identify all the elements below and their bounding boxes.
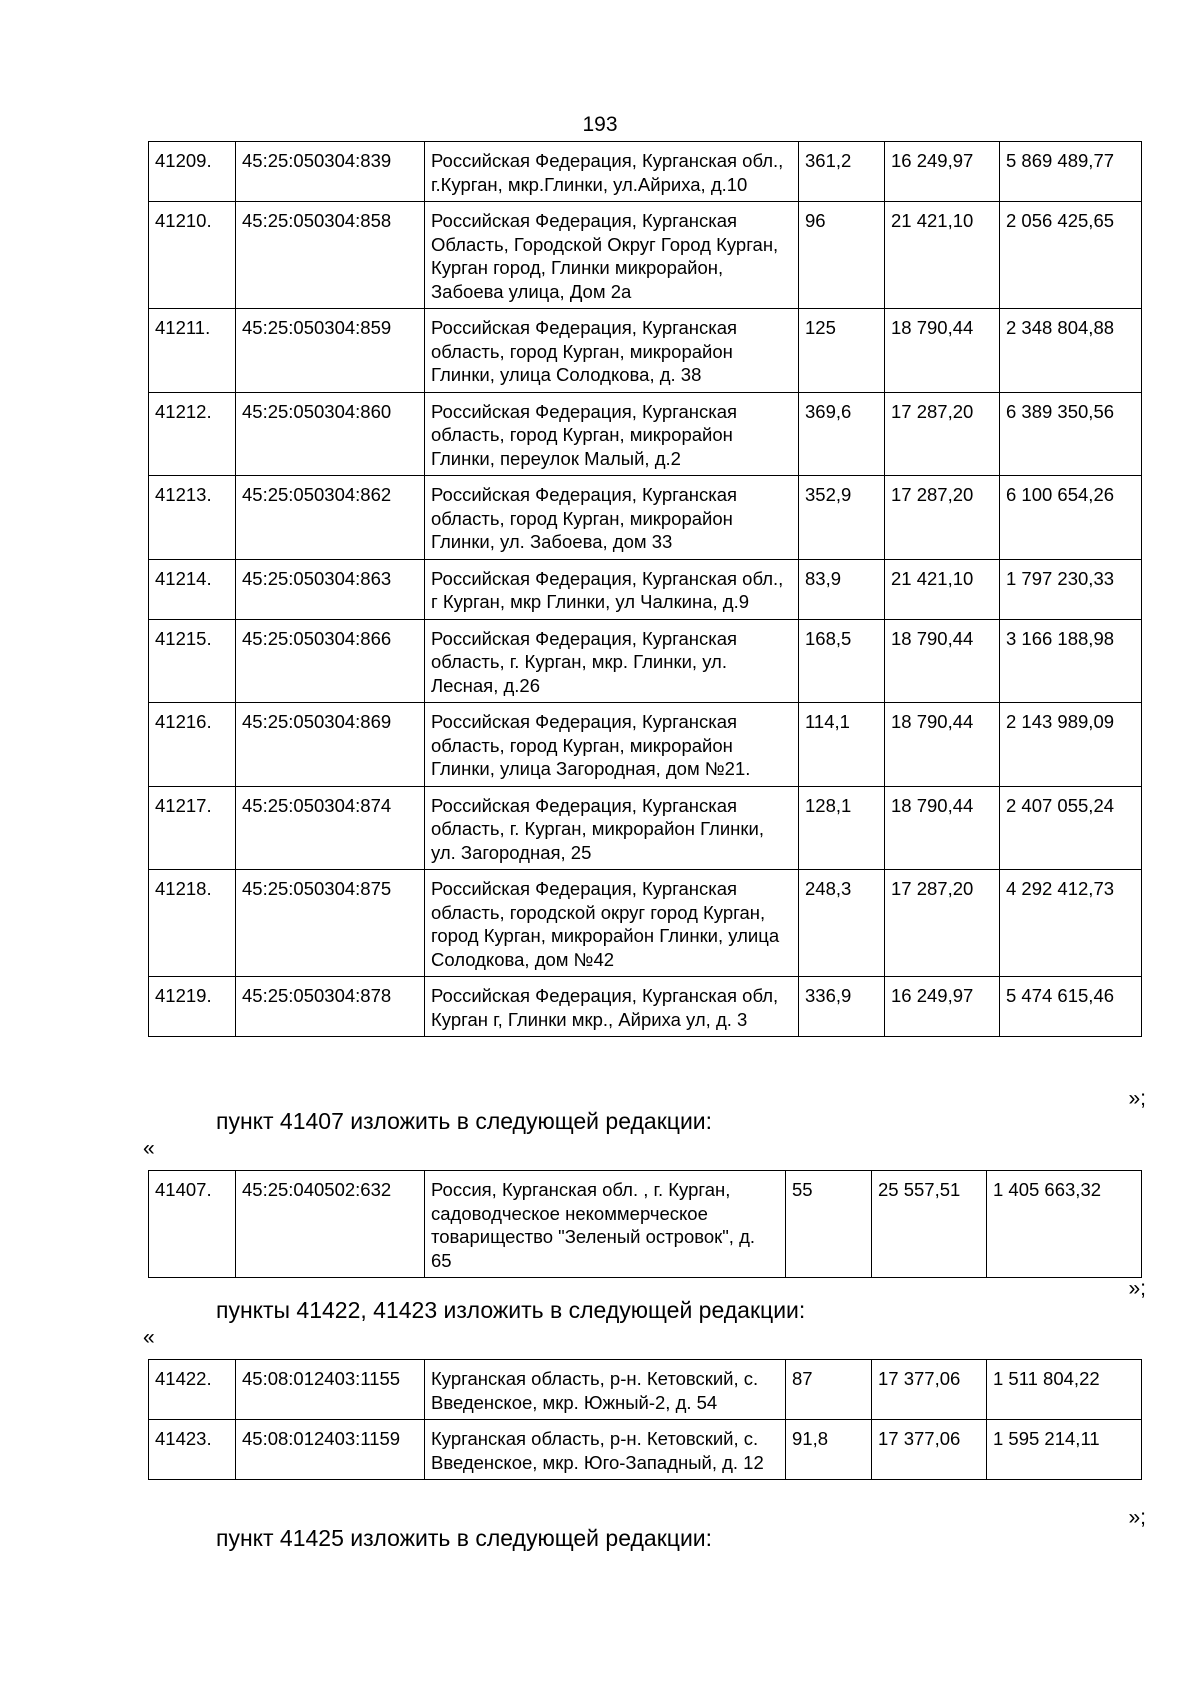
area-cell: 361,2 bbox=[799, 142, 885, 202]
unit-cost-cell: 18 790,44 bbox=[885, 619, 1000, 703]
table-row bbox=[149, 202, 1142, 309]
unit-cost-cell: 21 421,10 bbox=[885, 202, 1000, 309]
table-row bbox=[149, 476, 1142, 560]
opening-quote-2: « bbox=[143, 1326, 155, 1349]
unit-cost-cell: 17 287,20 bbox=[885, 392, 1000, 476]
cadastral-number-cell: 45:25:050304:866 bbox=[236, 619, 425, 703]
cadastral-number-cell: 45:25:050304:875 bbox=[236, 870, 425, 977]
table-row bbox=[149, 309, 1142, 393]
table-row bbox=[149, 559, 1142, 619]
cadastral-number-cell: 45:25:050304:863 bbox=[236, 559, 425, 619]
area-cell: 55 bbox=[786, 1171, 872, 1278]
cadastral-value-cell: 1 595 214,11 bbox=[987, 1420, 1142, 1480]
table-row bbox=[149, 142, 1142, 202]
unit-cost-cell: 17 377,06 bbox=[872, 1420, 987, 1480]
item-number-cell: 41215. bbox=[149, 619, 236, 703]
unit-cost-cell: 25 557,51 bbox=[872, 1171, 987, 1278]
address-cell: Российская Федерация, Курганская Область, Городской Округ Город Курган, Курган город, Глинки микрорайон, Забоева улица, Дом 2а bbox=[425, 202, 799, 309]
cadastral-value-cell: 2 056 425,65 bbox=[1000, 202, 1142, 309]
item-number-cell: 41423. bbox=[149, 1420, 236, 1480]
item-number-cell: 41210. bbox=[149, 202, 236, 309]
cadastral-number-cell: 45:25:050304:839 bbox=[236, 142, 425, 202]
paragraph-item-41425: пункт 41425 изложить в следующей редакции: bbox=[216, 1525, 713, 1551]
area-cell: 83,9 bbox=[799, 559, 885, 619]
unit-cost-cell: 17 377,06 bbox=[872, 1360, 987, 1420]
cadastral-value-cell: 2 143 989,09 bbox=[1000, 703, 1142, 787]
area-cell: 96 bbox=[799, 202, 885, 309]
table-row bbox=[149, 1420, 1142, 1480]
unit-cost-cell: 18 790,44 bbox=[885, 309, 1000, 393]
unit-cost-cell: 18 790,44 bbox=[885, 703, 1000, 787]
cadastral-number-cell: 45:25:050304:862 bbox=[236, 476, 425, 560]
area-cell: 248,3 bbox=[799, 870, 885, 977]
table-row bbox=[149, 870, 1142, 977]
table-row bbox=[149, 703, 1142, 787]
area-cell: 369,6 bbox=[799, 392, 885, 476]
address-cell: Российская Федерация, Курганская область, город Курган, микрорайон Глинки, улица Загородная, дом №21. bbox=[425, 703, 799, 787]
table-row bbox=[149, 392, 1142, 476]
cadastral-number-cell: 45:25:050304:859 bbox=[236, 309, 425, 393]
closing-quote-1: »; bbox=[1128, 1087, 1146, 1110]
closing-quote-2: »; bbox=[1128, 1277, 1146, 1300]
property-table-2 bbox=[148, 1170, 1142, 1278]
property-table-3 bbox=[148, 1359, 1142, 1480]
cadastral-value-cell: 2 407 055,24 bbox=[1000, 786, 1142, 870]
table-row bbox=[149, 619, 1142, 703]
unit-cost-cell: 17 287,20 bbox=[885, 870, 1000, 977]
page-number: 193 bbox=[582, 113, 618, 136]
cadastral-value-cell: 5 869 489,77 bbox=[1000, 142, 1142, 202]
address-cell: Российская Федерация, Курганская область, город Курган, микрорайон Глинки, ул. Забоева, дом 33 bbox=[425, 476, 799, 560]
cadastral-number-cell: 45:25:050304:878 bbox=[236, 977, 425, 1037]
item-number-cell: 41213. bbox=[149, 476, 236, 560]
cadastral-number-cell: 45:25:050304:860 bbox=[236, 392, 425, 476]
address-cell: Россия, Курганская обл. , г. Курган, садоводческое некоммерческое товарищество "Зеленый островок", д. 65 bbox=[425, 1171, 786, 1278]
address-cell: Российская Федерация, Курганская область, г. Курган, мкр. Глинки, ул. Лесная, д.26 bbox=[425, 619, 799, 703]
cadastral-number-cell: 45:25:050304:874 bbox=[236, 786, 425, 870]
item-number-cell: 41219. bbox=[149, 977, 236, 1037]
cadastral-value-cell: 3 166 188,98 bbox=[1000, 619, 1142, 703]
unit-cost-cell: 18 790,44 bbox=[885, 786, 1000, 870]
address-cell: Российская Федерация, Курганская область, городской округ город Курган, город Курган, микрорайон Глинки, улица Солодкова, дом №42 bbox=[425, 870, 799, 977]
area-cell: 352,9 bbox=[799, 476, 885, 560]
cadastral-value-cell: 1 797 230,33 bbox=[1000, 559, 1142, 619]
area-cell: 128,1 bbox=[799, 786, 885, 870]
cadastral-value-cell: 1 405 663,32 bbox=[987, 1171, 1142, 1278]
area-cell: 336,9 bbox=[799, 977, 885, 1037]
cadastral-value-cell: 4 292 412,73 bbox=[1000, 870, 1142, 977]
item-number-cell: 41211. bbox=[149, 309, 236, 393]
item-number-cell: 41422. bbox=[149, 1360, 236, 1420]
item-number-cell: 41218. bbox=[149, 870, 236, 977]
cadastral-value-cell: 2 348 804,88 bbox=[1000, 309, 1142, 393]
item-number-cell: 41209. bbox=[149, 142, 236, 202]
cadastral-number-cell: 45:08:012403:1155 bbox=[236, 1360, 425, 1420]
address-cell: Курганская область, р-н. Кетовский, с. Введенское, мкр. Южный-2, д. 54 bbox=[425, 1360, 786, 1420]
address-cell: Российская Федерация, Курганская область, город Курган, микрорайон Глинки, переулок Малый, д.2 bbox=[425, 392, 799, 476]
address-cell: Российская Федерация, Курганская обл., г Курган, мкр Глинки, ул Чалкина, д.9 bbox=[425, 559, 799, 619]
area-cell: 168,5 bbox=[799, 619, 885, 703]
area-cell: 91,8 bbox=[786, 1420, 872, 1480]
cadastral-number-cell: 45:25:050304:858 bbox=[236, 202, 425, 309]
area-cell: 87 bbox=[786, 1360, 872, 1420]
opening-quote-1: « bbox=[143, 1137, 155, 1160]
address-cell: Российская Федерация, Курганская обл., г.Курган, мкр.Глинки, ул.Айриха, д.10 bbox=[425, 142, 799, 202]
unit-cost-cell: 17 287,20 bbox=[885, 476, 1000, 560]
address-cell: Российская Федерация, Курганская область, г. Курган, микрорайон Глинки, ул. Загородная, 25 bbox=[425, 786, 799, 870]
table-row bbox=[149, 786, 1142, 870]
cadastral-value-cell: 6 100 654,26 bbox=[1000, 476, 1142, 560]
item-number-cell: 41217. bbox=[149, 786, 236, 870]
address-cell: Российская Федерация, Курганская область, город Курган, микрорайон Глинки, улица Солодкова, д. 38 bbox=[425, 309, 799, 393]
property-table-1 bbox=[148, 141, 1142, 1037]
item-number-cell: 41407. bbox=[149, 1171, 236, 1278]
unit-cost-cell: 21 421,10 bbox=[885, 559, 1000, 619]
closing-quote-3: »; bbox=[1128, 1506, 1146, 1529]
cadastral-value-cell: 5 474 615,46 bbox=[1000, 977, 1142, 1037]
table-row bbox=[149, 1171, 1142, 1278]
cadastral-number-cell: 45:25:050304:869 bbox=[236, 703, 425, 787]
cadastral-value-cell: 1 511 804,22 bbox=[987, 1360, 1142, 1420]
paragraph-items-41422-41423: пункты 41422, 41423 изложить в следующей редакции: bbox=[216, 1297, 806, 1323]
item-number-cell: 41216. bbox=[149, 703, 236, 787]
unit-cost-cell: 16 249,97 bbox=[885, 142, 1000, 202]
item-number-cell: 41212. bbox=[149, 392, 236, 476]
item-number-cell: 41214. bbox=[149, 559, 236, 619]
table-row bbox=[149, 1360, 1142, 1420]
cadastral-number-cell: 45:25:040502:632 bbox=[236, 1171, 425, 1278]
area-cell: 125 bbox=[799, 309, 885, 393]
address-cell: Курганская область, р-н. Кетовский, с. Введенское, мкр. Юго-Западный, д. 12 bbox=[425, 1420, 786, 1480]
address-cell: Российская Федерация, Курганская обл, Курган г, Глинки мкр., Айриха ул, д. 3 bbox=[425, 977, 799, 1037]
paragraph-item-41407: пункт 41407 изложить в следующей редакции: bbox=[216, 1108, 713, 1134]
cadastral-value-cell: 6 389 350,56 bbox=[1000, 392, 1142, 476]
area-cell: 114,1 bbox=[799, 703, 885, 787]
cadastral-number-cell: 45:08:012403:1159 bbox=[236, 1420, 425, 1480]
table-row bbox=[149, 977, 1142, 1037]
unit-cost-cell: 16 249,97 bbox=[885, 977, 1000, 1037]
